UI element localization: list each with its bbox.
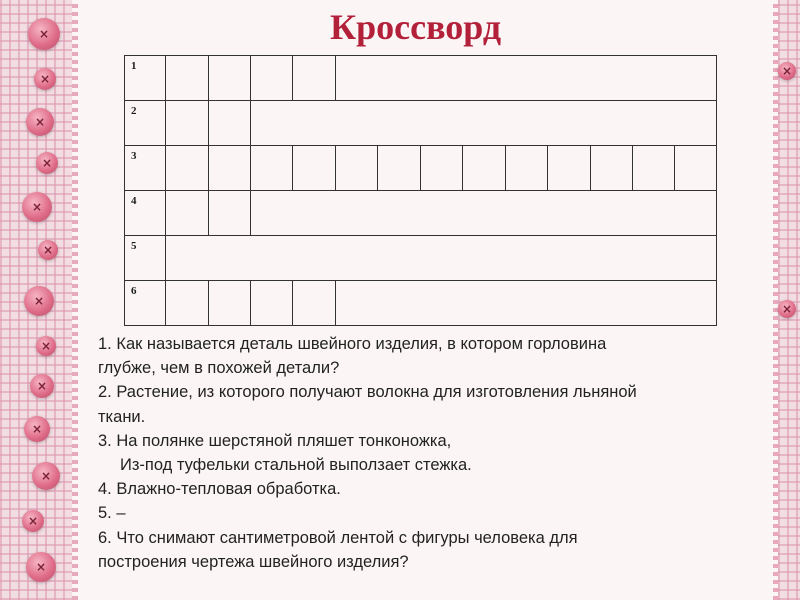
sewing-button-icon (32, 462, 60, 490)
question-line: 4. Влажно-тепловая обработка. (98, 480, 341, 499)
row2-cell-line (208, 100, 209, 145)
row6-cell-line (208, 280, 209, 325)
row3-cell-line (292, 145, 293, 190)
question-line: 3. На полянке шерстяной пляшет тонконожка, (98, 431, 452, 450)
question-line: глубже, чем в похожей детали? (98, 359, 340, 378)
question-line: построения чертежа швейного изделия? (98, 552, 409, 571)
row-number: 4 (131, 195, 137, 207)
question-line: ткани. (98, 407, 146, 426)
grid-number-column-divider (165, 56, 166, 325)
row6-cell-line (250, 280, 251, 325)
row1-cell-line (292, 56, 293, 100)
row-number: 3 (131, 150, 137, 162)
row3-cell-line (377, 145, 378, 190)
row-number: 2 (131, 105, 137, 117)
row6-cell-line (292, 280, 293, 325)
row3-cell-line (547, 145, 548, 190)
sewing-button-icon (22, 192, 52, 222)
sewing-button-icon (36, 152, 58, 174)
sewing-button-icon (24, 416, 50, 442)
sewing-button-icon (38, 240, 58, 260)
row3-cell-line (632, 145, 633, 190)
sewing-button-icon (34, 68, 56, 90)
row-number: 1 (131, 60, 137, 72)
row3-cell-line (420, 145, 421, 190)
grid-row-divider (125, 190, 716, 191)
left-stitch-edge (72, 0, 78, 600)
row1-cell-line (335, 56, 336, 100)
row3-cell-line (462, 145, 463, 190)
sewing-button-icon (30, 374, 54, 398)
row-number: 5 (131, 240, 137, 252)
row1-cell-line (250, 56, 251, 100)
sewing-button-icon (778, 62, 796, 80)
row3-cell-line (250, 145, 251, 190)
row4-cell-line (208, 190, 209, 235)
row3-cell-line (335, 145, 336, 190)
row3-cell-line (208, 145, 209, 190)
sewing-button-icon (24, 286, 54, 316)
question-line: 5. – (98, 504, 126, 523)
row6-cell-line (335, 280, 336, 325)
question-line: 1. Как называется деталь швейного изделия, в котором горловина (98, 335, 607, 353)
question-line: 6. Что снимают сантиметровой лентой с фигуры человека для (98, 528, 578, 547)
question-line: 2. Растение, из которого получают волокна для изготовления льняной (98, 383, 637, 402)
crossword-grid (124, 55, 717, 326)
sewing-button-icon (36, 336, 56, 356)
sewing-button-icon (26, 108, 54, 136)
question-line: Из-под туфельки стальной выползает стежка. (120, 456, 472, 475)
row3-cell-line (505, 145, 506, 190)
row-number: 6 (131, 285, 137, 297)
questions-list (98, 332, 778, 574)
sewing-button-icon (28, 18, 60, 50)
sewing-button-icon (778, 300, 796, 318)
sewing-button-icon (22, 510, 44, 532)
row4-cell-line (250, 190, 251, 235)
row3-cell-line (590, 145, 591, 190)
row1-cell-line (208, 56, 209, 100)
row2-cell-line (250, 100, 251, 145)
grid-row-divider (125, 100, 716, 101)
grid-row-divider (125, 235, 716, 236)
grid-row-divider (125, 280, 716, 281)
row3-cell-line (674, 145, 675, 190)
sewing-button-icon (26, 552, 56, 582)
page-title: Кроссворд (330, 7, 502, 47)
